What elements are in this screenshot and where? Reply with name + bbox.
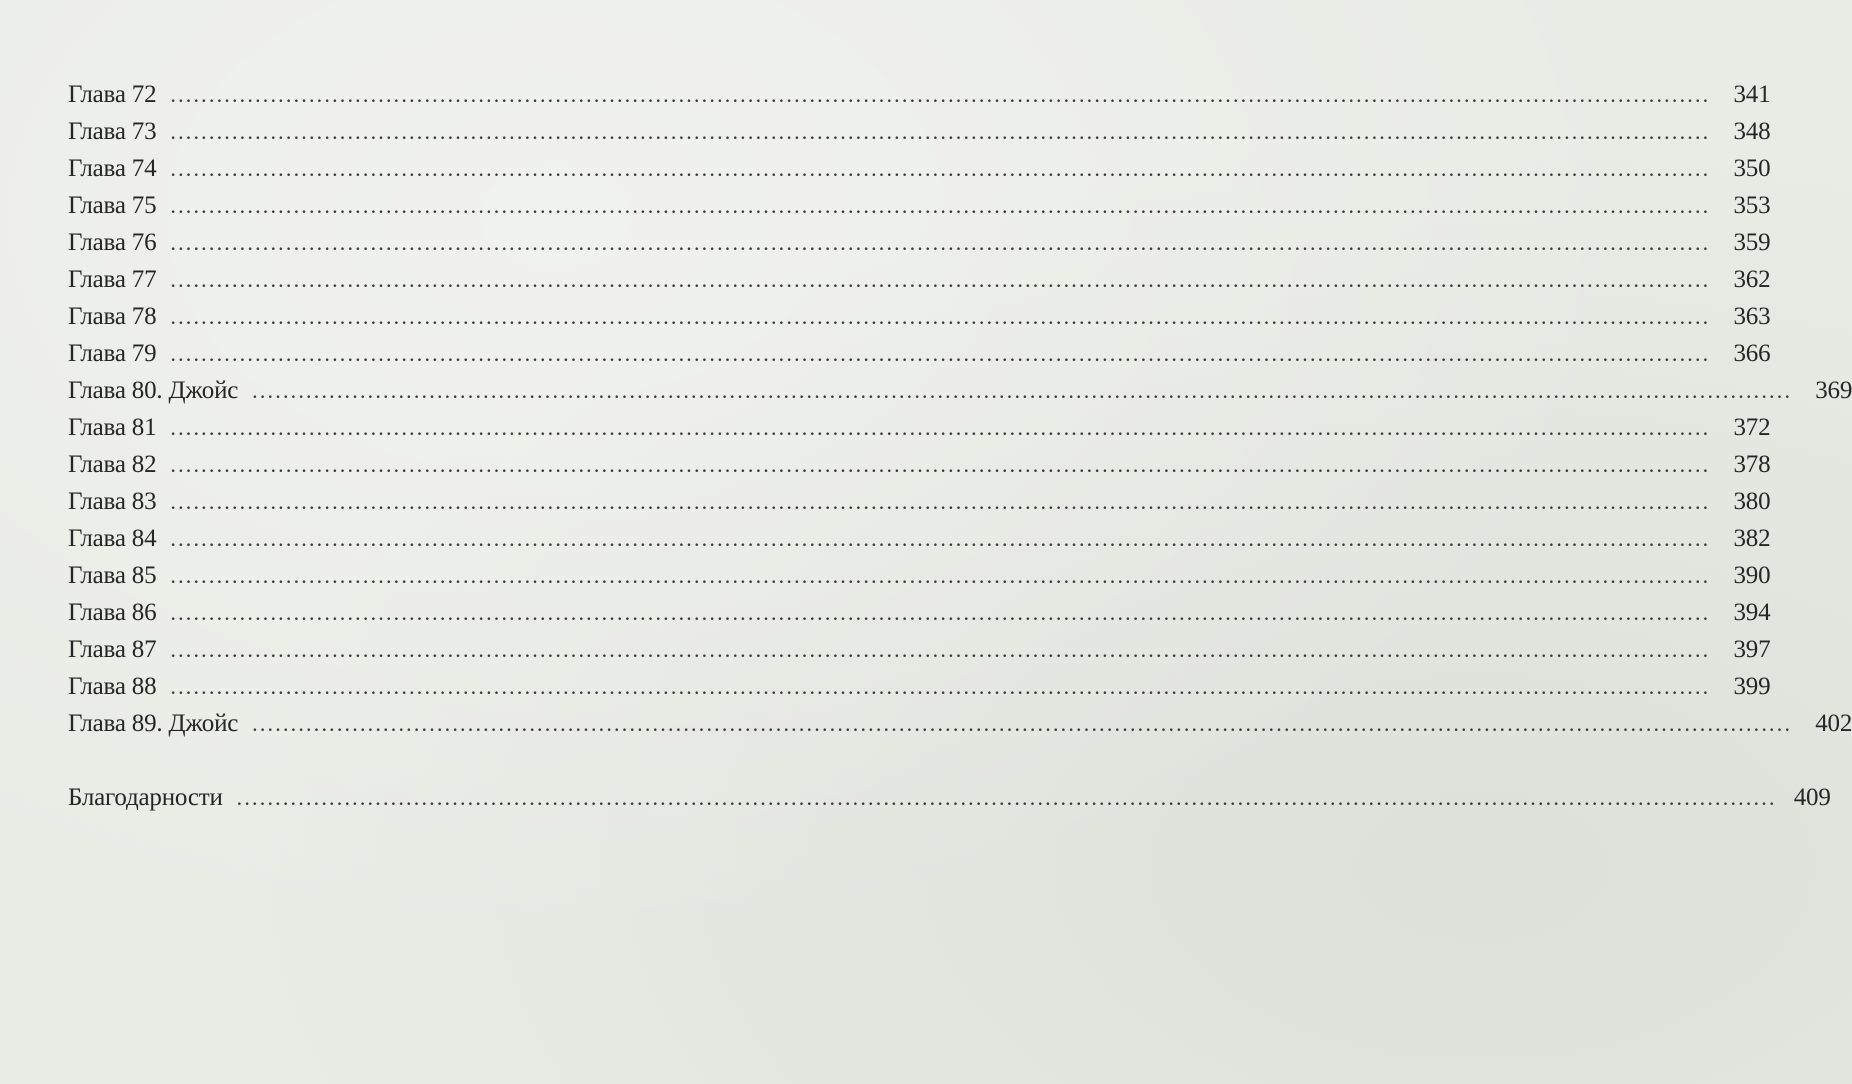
- dot-leader: ........................................................................................................................................................................................................: [170, 415, 1711, 440]
- toc-entry-page: 397: [1733, 636, 1771, 663]
- toc-entry: [68, 224, 1771, 261]
- toc-entry-title: Благодарности: [68, 784, 223, 811]
- toc-entry-page: 369: [1815, 377, 1852, 404]
- toc-entry-title: Глава 83: [68, 488, 157, 515]
- dot-leader: ........................................................................................................................................................................................................: [236, 785, 1777, 810]
- toc-entry: [68, 150, 1771, 187]
- toc-entry-back-matter: [68, 779, 1831, 816]
- toc-entry: [68, 557, 1771, 594]
- toc-entry-page: 382: [1733, 525, 1771, 552]
- toc-entry: [68, 76, 1771, 113]
- toc-entry-title: Глава 88: [68, 673, 157, 700]
- toc-entry: [68, 409, 1771, 446]
- toc-entry-title: Глава 73: [68, 118, 157, 145]
- toc-entry: [68, 631, 1771, 668]
- toc-entry-title: Глава 75: [68, 192, 157, 219]
- toc-entry-page: 366: [1733, 340, 1771, 367]
- dot-leader: ........................................................................................................................................................................................................: [170, 230, 1711, 255]
- toc-entry: [68, 298, 1771, 335]
- toc-entry-page: 363: [1733, 303, 1771, 330]
- toc-entry-title: Глава 85: [68, 562, 157, 589]
- toc-entry: [68, 335, 1771, 372]
- toc-entry: [68, 261, 1771, 298]
- dot-leader: ........................................................................................................................................................................................................: [170, 193, 1711, 218]
- toc-entry-page: 362: [1733, 266, 1771, 293]
- toc-entry-page: 378: [1733, 451, 1771, 478]
- dot-leader: ........................................................................................................................................................................................................: [170, 82, 1711, 107]
- section-spacer: [68, 742, 828, 779]
- toc-entry-page: 390: [1733, 562, 1771, 589]
- dot-leader: ........................................................................................................................................................................................................: [170, 489, 1711, 514]
- toc-entry-page: 350: [1733, 155, 1771, 182]
- toc-entry-page: 402: [1815, 710, 1852, 737]
- toc-entry: [68, 187, 1771, 224]
- dot-leader: ........................................................................................................................................................................................................: [170, 452, 1711, 477]
- toc-entry-page: 394: [1733, 599, 1771, 626]
- toc-entry: [68, 668, 1771, 705]
- dot-leader: ........................................................................................................................................................................................................: [170, 563, 1711, 588]
- toc-entry-page: 348: [1733, 118, 1771, 145]
- toc-entry-title: Глава 79: [68, 340, 157, 367]
- toc-entry-title: Глава 84: [68, 525, 157, 552]
- toc-entry-title: Глава 81: [68, 414, 157, 441]
- dot-leader: ........................................................................................................................................................................................................: [170, 119, 1711, 144]
- toc-entry-page: 341: [1733, 81, 1771, 108]
- dot-leader: ........................................................................................................................................................................................................: [170, 341, 1711, 366]
- toc-entry-page: 409: [1793, 784, 1831, 811]
- toc-entry-page: 399: [1733, 673, 1771, 700]
- toc-entry-title: Глава 72: [68, 81, 157, 108]
- toc-entry-title: Глава 76: [68, 229, 157, 256]
- dot-leader: ........................................................................................................................................................................................................: [170, 267, 1711, 292]
- toc-entry: [68, 594, 1771, 631]
- toc-entry-title: Глава 78: [68, 303, 157, 330]
- toc-entry-page: 380: [1733, 488, 1771, 515]
- toc-entry-page: 372: [1733, 414, 1771, 441]
- toc-entry-title: Глава 86: [68, 599, 157, 626]
- toc-entry-page: 359: [1733, 229, 1771, 256]
- dot-leader: ........................................................................................................................................................................................................: [170, 156, 1711, 181]
- toc-entry-title: Глава 82: [68, 451, 157, 478]
- toc-entry: [68, 446, 1771, 483]
- toc-entry: [68, 372, 1852, 409]
- dot-leader: ........................................................................................................................................................................................................: [170, 674, 1711, 699]
- toc-entry: [68, 705, 1852, 742]
- dot-leader: ........................................................................................................................................................................................................: [170, 304, 1711, 329]
- dot-leader: ........................................................................................................................................................................................................: [170, 526, 1711, 551]
- toc-entry-title: Глава 80. Джойс: [68, 377, 239, 404]
- toc-entry-title: Глава 89. Джойс: [68, 710, 239, 737]
- toc-entry: [68, 483, 1771, 520]
- toc-entry-title: Глава 87: [68, 636, 157, 663]
- toc-entry-title: Глава 77: [68, 266, 157, 293]
- toc-entry-title: Глава 74: [68, 155, 157, 182]
- toc-entry: [68, 113, 1771, 150]
- toc-entry: [68, 520, 1771, 557]
- dot-leader: ........................................................................................................................................................................................................: [170, 637, 1711, 662]
- dot-leader: ........................................................................................................................................................................................................: [252, 378, 1793, 403]
- dot-leader: ........................................................................................................................................................................................................: [170, 600, 1711, 625]
- dot-leader: ........................................................................................................................................................................................................: [252, 711, 1793, 736]
- toc-entry-page: 353: [1733, 192, 1771, 219]
- table-of-contents: [68, 76, 1852, 816]
